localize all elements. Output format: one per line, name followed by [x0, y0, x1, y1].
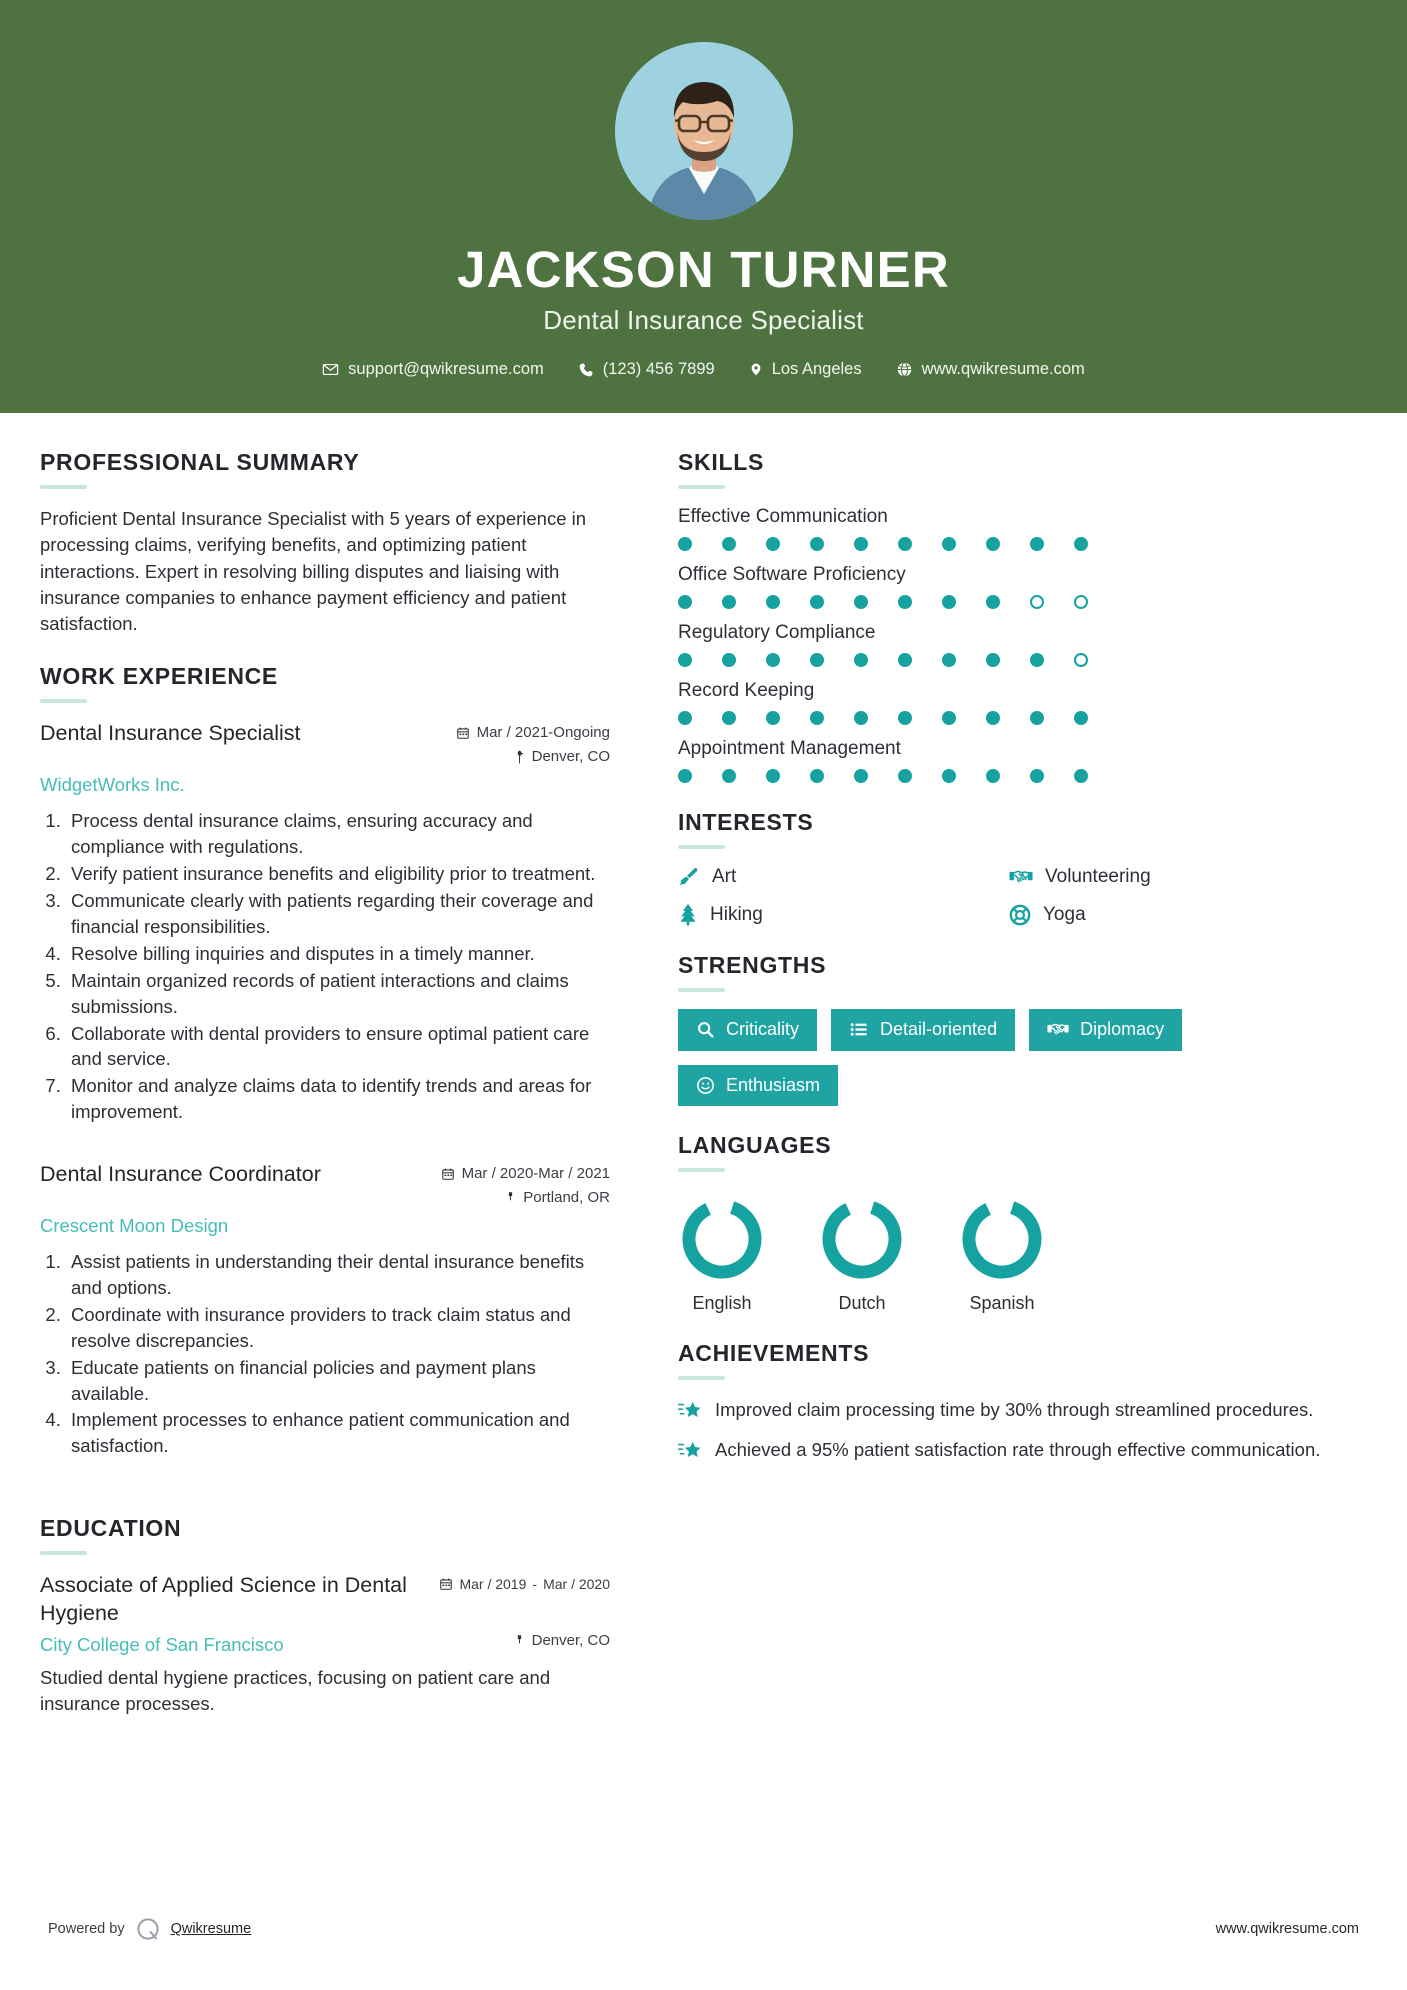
work-meta [441, 1161, 610, 1213]
education-date-dash: - [532, 1576, 538, 1593]
strength-label: Enthusiasm [726, 1074, 821, 1095]
skill-dot-filled [942, 537, 956, 551]
strength-badge [678, 1065, 838, 1107]
work-bullet: 7. Monitor and analyze claims data to identify trends and areas for improvement. [66, 1073, 610, 1125]
work-location-label: Denver, CO [531, 748, 610, 766]
work-bullet: 3. Educate patients on financial policies and payment plans available. [66, 1355, 610, 1407]
contact-website-label: www.qwikresume.com [921, 360, 1085, 379]
interest-item [1009, 903, 1330, 926]
smiley-icon [696, 1076, 715, 1095]
work-date-label: Mar / 2021-Ongoing [476, 724, 610, 742]
skill-dot-filled [766, 653, 780, 667]
skill-dot-filled [1074, 711, 1088, 725]
skill-dot-filled [898, 711, 912, 725]
skill-dot-cell [854, 653, 898, 667]
work-bullet: 1. Assist patients in understanding their dental insurance benefits and options. [66, 1249, 610, 1301]
interest-label: Hiking [710, 903, 763, 925]
education-entry [40, 1572, 610, 1717]
strength-label: Detail-oriented [880, 1019, 998, 1040]
skill-dot-cell [678, 537, 722, 551]
skill-dot-cell [1074, 653, 1118, 667]
skill-dot-cell [766, 711, 810, 725]
strengths-grid [678, 1009, 1330, 1106]
footer-url[interactable]: www.qwikresume.com [1215, 1921, 1359, 1937]
achievement-item [678, 1397, 1330, 1423]
qwikresume-logo-icon [135, 1916, 161, 1942]
skill-label: Effective Communication [678, 506, 888, 528]
section-heading: LANGUAGES [678, 1132, 832, 1159]
skill-dot-cell [810, 711, 854, 725]
tree-icon [678, 903, 698, 926]
section-heading: PROFESSIONAL SUMMARY [40, 449, 360, 476]
skill-dot-filled [942, 595, 956, 609]
skill-dot-cell [854, 537, 898, 551]
language-item [678, 1195, 766, 1314]
skill-label: Appointment Management [678, 738, 901, 760]
work-bullet-list [66, 808, 610, 1125]
contact-location-label: Los Angeles [771, 360, 862, 379]
skill-dot-cell [810, 653, 854, 667]
skill-label: Record Keeping [678, 680, 815, 702]
interest-label: Yoga [1043, 903, 1086, 925]
skill-dot-filled [898, 595, 912, 609]
skill-dot-cell [722, 769, 766, 783]
resume-body [0, 413, 1407, 1743]
strength-label: Diplomacy [1080, 1019, 1165, 1040]
skill-dot-cell [766, 537, 810, 551]
language-progress-ring [678, 1195, 766, 1283]
skill-dot-cell [678, 595, 722, 609]
skill-dot-filled [942, 769, 956, 783]
education-description: Studied dental hygiene practices, focusing on patient care and insurance processes. [40, 1667, 551, 1714]
skill-dot-cell [898, 711, 942, 725]
skill-dot-cell [986, 653, 1030, 667]
job-role-subtitle: Dental Insurance Specialist [543, 305, 864, 336]
footer [0, 1916, 1407, 1942]
summary-text: Proficient Dental Insurance Specialist with 5 years of experience in processing claims, verifying benefits, and optimizing patient interactions. Expert in resolving billing disputes and liaising with insurance companies to enhance payment efficiency and patient satisfaction. [40, 508, 587, 635]
interest-label: Volunteering [1045, 866, 1151, 888]
work-date [441, 1165, 610, 1182]
spacer [40, 1485, 610, 1515]
skill-dot-filled [810, 595, 824, 609]
interest-item [678, 903, 999, 926]
work-bullet-list [66, 1249, 610, 1459]
contact-email[interactable] [305, 360, 561, 379]
education-date-start: Mar / 2019 [459, 1576, 527, 1593]
skill-dot-filled [986, 711, 1000, 725]
interest-item [678, 866, 999, 888]
skill-dot-cell [722, 595, 766, 609]
magnifier-icon [696, 1020, 715, 1039]
achievement-text: Improved claim processing time by 30% through streamlined procedures. [715, 1399, 1314, 1421]
work-bullet: 6. Collaborate with dental providers to ensure optimal patient care and service. [66, 1021, 610, 1073]
contact-email-label: support@qwikresume.com [348, 360, 544, 379]
skill-dot-cell [1030, 595, 1074, 609]
skill-dot-cell [898, 537, 942, 551]
map-marker-icon [505, 1191, 516, 1205]
skill-dot-cell [810, 537, 854, 551]
education-location-label: Denver, CO [531, 1632, 610, 1650]
section-professional-summary [40, 449, 610, 637]
skill-dot-filled [678, 711, 692, 725]
map-marker-icon [514, 1634, 525, 1648]
paintbrush-icon [678, 866, 700, 888]
work-bullet: 2. Coordinate with insurance providers to track claim status and resolve discrepancies. [66, 1302, 610, 1354]
skill-dot-cell [766, 653, 810, 667]
work-organization[interactable]: WidgetWorks Inc. [40, 774, 185, 796]
work-bullet: 5. Maintain organized records of patient interactions and claims submissions. [66, 968, 610, 1020]
language-label: Dutch [838, 1293, 886, 1314]
skill-dot-cell [942, 537, 986, 551]
section-divider [678, 988, 725, 992]
shooting-star-icon [678, 1400, 702, 1422]
skill-dot-filled [854, 595, 868, 609]
section-heading: STRENGTHS [678, 952, 827, 979]
work-meta [456, 720, 610, 772]
lifebuoy-icon [1009, 904, 1031, 926]
shooting-star-icon [678, 1440, 702, 1462]
education-date-end: Mar / 2020 [543, 1576, 610, 1593]
calendar-icon [439, 1577, 453, 1591]
skill-dot-cell [722, 537, 766, 551]
skill-dot-filled [766, 711, 780, 725]
skill-dot-cell [854, 711, 898, 725]
skill-dot-filled [766, 595, 780, 609]
section-divider [40, 699, 87, 703]
phone-icon [578, 362, 594, 378]
skill-item [678, 738, 1330, 783]
skill-dot-filled [942, 653, 956, 667]
work-entry [40, 1161, 610, 1459]
skill-dot-filled [1030, 769, 1044, 783]
skill-dot-filled [766, 537, 780, 551]
skill-dot-filled [678, 595, 692, 609]
languages-row [678, 1189, 1330, 1314]
skill-rating [678, 537, 1330, 551]
skill-dot-cell [678, 769, 722, 783]
skill-dot-filled [810, 537, 824, 551]
work-location [441, 1189, 610, 1206]
section-divider [678, 1168, 725, 1172]
section-heading: EDUCATION [40, 1515, 182, 1542]
globe-icon [896, 361, 913, 378]
skill-dot-cell [810, 595, 854, 609]
map-marker-icon [514, 750, 525, 764]
section-divider [678, 485, 725, 489]
skill-dot-cell [942, 711, 986, 725]
skill-label: Regulatory Compliance [678, 622, 876, 644]
skill-dot-cell [854, 595, 898, 609]
contact-location[interactable] [732, 360, 879, 379]
skill-dot-empty [1074, 653, 1088, 667]
work-position: Dental Insurance Specialist [40, 721, 301, 746]
work-date-label: Mar / 2020-Mar / 2021 [461, 1165, 610, 1183]
language-progress-ring [818, 1195, 906, 1283]
section-skills [678, 449, 1330, 783]
skill-dot-cell [810, 769, 854, 783]
skill-dot-filled [810, 769, 824, 783]
education-location [514, 1632, 610, 1649]
section-languages [678, 1132, 1330, 1314]
strength-badge [831, 1009, 1015, 1051]
skill-dot-filled [678, 537, 692, 551]
work-bullet: 3. Communicate clearly with patients regarding their coverage and financial responsibilities. [66, 888, 610, 940]
work-position: Dental Insurance Coordinator [40, 1162, 321, 1187]
skill-dot-filled [1030, 653, 1044, 667]
skill-dot-filled [854, 653, 868, 667]
skill-dot-filled [898, 769, 912, 783]
skill-item [678, 622, 1330, 667]
skill-rating [678, 769, 1330, 783]
skill-rating [678, 653, 1330, 667]
section-heading: SKILLS [678, 449, 764, 476]
skill-dot-cell [898, 769, 942, 783]
skill-dot-cell [1074, 595, 1118, 609]
skill-dot-filled [986, 653, 1000, 667]
skill-dot-cell [1074, 537, 1118, 551]
contact-phone-label: (123) 456 7899 [602, 360, 715, 379]
skill-dot-filled [942, 711, 956, 725]
skill-dot-cell [722, 711, 766, 725]
interest-label: Art [712, 866, 737, 888]
section-work-experience [40, 663, 610, 1459]
strength-badge [678, 1009, 817, 1051]
location-pin-icon [749, 361, 763, 378]
skill-dot-filled [722, 653, 736, 667]
powered-by [48, 1916, 251, 1942]
envelope-icon [322, 361, 339, 378]
spacer [40, 1131, 610, 1161]
skill-dot-filled [854, 769, 868, 783]
skill-dot-filled [986, 769, 1000, 783]
skill-dot-cell [1030, 769, 1074, 783]
strength-badge [1029, 1009, 1182, 1051]
skill-dot-cell [678, 653, 722, 667]
profile-photo-icon [615, 42, 793, 220]
skill-dot-empty [1030, 595, 1044, 609]
skill-dot-cell [766, 595, 810, 609]
skill-dot-cell [678, 711, 722, 725]
strength-label: Criticality [726, 1019, 800, 1040]
skill-dot-cell [898, 595, 942, 609]
work-bullet: 4. Resolve billing inquiries and disputes in a timely manner. [66, 941, 610, 967]
powered-by-label: Powered by [48, 1921, 125, 1937]
skill-dot-cell [942, 769, 986, 783]
skill-dot-filled [810, 653, 824, 667]
skill-dot-filled [678, 653, 692, 667]
skill-item [678, 564, 1330, 609]
work-location-label: Portland, OR [523, 1189, 610, 1207]
skill-dot-cell [722, 653, 766, 667]
section-achievements [678, 1340, 1330, 1462]
work-location [456, 748, 610, 765]
skill-dot-cell [1030, 537, 1074, 551]
achievement-text: Achieved a 95% patient satisfaction rate through effective communication. [715, 1438, 1321, 1460]
contact-bar [0, 360, 1407, 379]
education-school[interactable]: City College of San Francisco [40, 1634, 284, 1656]
skill-rating [678, 595, 1330, 609]
skill-dot-filled [1074, 537, 1088, 551]
skill-dot-filled [986, 595, 1000, 609]
skill-dot-filled [1030, 711, 1044, 725]
language-item [958, 1195, 1046, 1314]
qwikresume-brand-link[interactable]: Qwikresume [170, 1921, 252, 1937]
skill-dot-filled [722, 711, 736, 725]
work-date [456, 724, 610, 741]
skill-item [678, 680, 1330, 725]
skill-dot-cell [986, 537, 1030, 551]
skill-dot-filled [810, 711, 824, 725]
interest-item [1009, 866, 1330, 888]
work-organization[interactable]: Crescent Moon Design [40, 1215, 229, 1237]
skill-dot-filled [766, 769, 780, 783]
skill-dot-cell [986, 595, 1030, 609]
skill-dot-filled [722, 595, 736, 609]
skill-dot-filled [1030, 537, 1044, 551]
section-divider [40, 485, 87, 489]
skill-dot-cell [898, 653, 942, 667]
section-heading: ACHIEVEMENTS [678, 1340, 870, 1367]
skill-dot-filled [722, 769, 736, 783]
avatar [615, 42, 793, 220]
language-progress-ring [958, 1195, 1046, 1283]
calendar-icon [456, 726, 470, 740]
skill-label: Office Software Proficiency [678, 564, 906, 586]
section-divider [678, 845, 725, 849]
contact-website[interactable] [879, 360, 1102, 379]
skill-dot-cell [854, 769, 898, 783]
skill-dot-cell [986, 769, 1030, 783]
language-item [818, 1195, 906, 1314]
skill-dot-filled [1074, 769, 1088, 783]
section-divider [678, 1376, 725, 1380]
skill-dot-cell [986, 711, 1030, 725]
language-label: Spanish [969, 1293, 1035, 1314]
skill-dot-cell [942, 595, 986, 609]
resume-header [0, 0, 1407, 413]
skill-dot-filled [722, 537, 736, 551]
section-heading: INTERESTS [678, 809, 814, 836]
skill-rating [678, 711, 1330, 725]
skill-dot-empty [1074, 595, 1088, 609]
work-bullet: 1. Process dental insurance claims, ensuring accuracy and compliance with regulations. [66, 808, 610, 860]
education-degree: Associate of Applied Science in Dental Hygiene [40, 1573, 407, 1626]
section-strengths [678, 952, 1330, 1106]
section-heading: WORK EXPERIENCE [40, 663, 278, 690]
work-bullet: 4. Implement processes to enhance patient communication and satisfaction. [66, 1407, 610, 1459]
page-title: JACKSON TURNER [457, 241, 950, 298]
skill-dot-filled [678, 769, 692, 783]
work-bullet: 2. Verify patient insurance benefits and eligibility prior to treatment. [66, 861, 610, 887]
skill-dot-filled [854, 711, 868, 725]
skill-dot-cell [1030, 653, 1074, 667]
skill-dot-cell [1030, 711, 1074, 725]
skill-dot-filled [986, 537, 1000, 551]
skill-dot-filled [854, 537, 868, 551]
education-meta [439, 1572, 610, 1593]
skill-dot-cell [1074, 711, 1118, 725]
right-column [640, 449, 1330, 1743]
contact-phone[interactable] [561, 360, 732, 379]
skill-dot-filled [898, 537, 912, 551]
left-column [40, 449, 640, 1743]
handshake-icon [1047, 1020, 1069, 1039]
section-divider [40, 1551, 87, 1555]
skill-dot-cell [1074, 769, 1118, 783]
education-date [439, 1576, 610, 1593]
calendar-icon [441, 1167, 455, 1181]
work-entry [40, 720, 610, 1125]
skill-item [678, 506, 1330, 551]
achievement-item [678, 1437, 1330, 1463]
skill-dot-cell [766, 769, 810, 783]
skill-dot-cell [942, 653, 986, 667]
handshake-icon [1009, 866, 1033, 888]
list-icon [849, 1020, 869, 1039]
section-interests [678, 809, 1330, 926]
skill-dot-filled [898, 653, 912, 667]
language-label: English [692, 1293, 752, 1314]
interests-grid [678, 866, 1330, 926]
section-education [40, 1515, 610, 1717]
